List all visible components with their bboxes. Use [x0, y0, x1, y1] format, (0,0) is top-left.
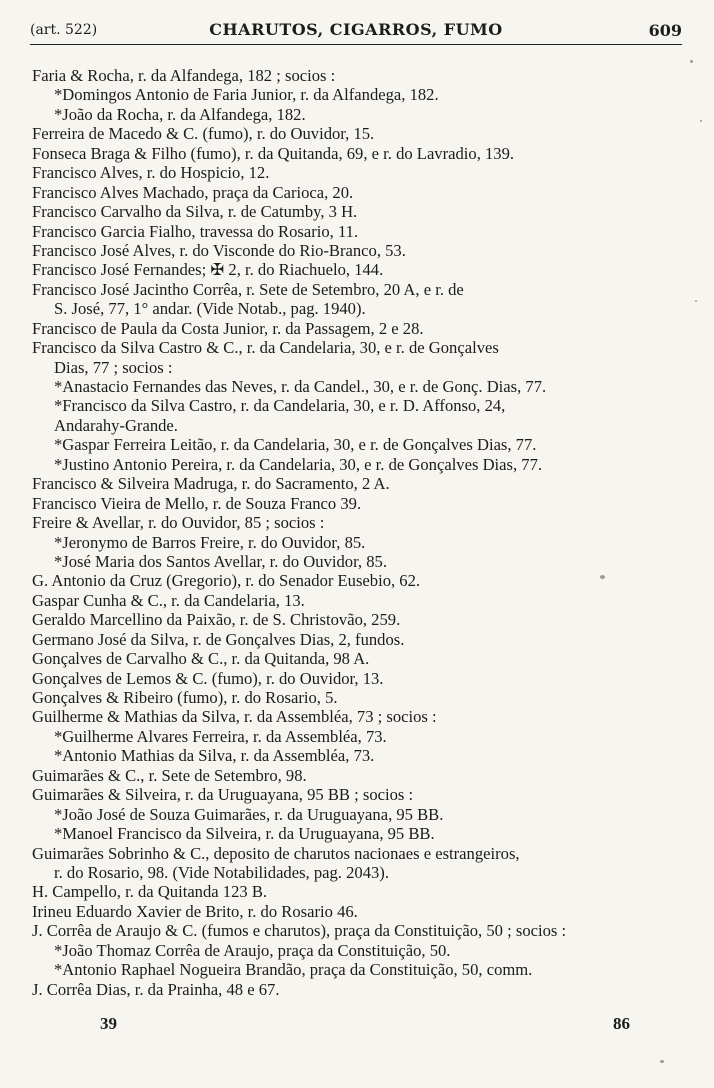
partner-entry: *Gaspar Ferreira Leitão, r. da Candelaria, 30, e r. de Gonçalves Dias, 77. [54, 435, 537, 455]
partner-entry: *José Maria dos Santos Avellar, r. do Ouvidor, 85. [54, 551, 387, 571]
directory-entry: Geraldo Marcellino da Paixão, r. de S. Christovão, 259. [32, 610, 401, 630]
ink-speck [690, 60, 693, 63]
directory-entry: Francisco José Jacintho Corrêa, r. Sete de Setembro, 20 A, e r. de [32, 279, 464, 299]
partner-entry: *João Thomaz Corrêa de Araujo, praça da Constituição, 50. [54, 940, 451, 960]
entry-list [32, 66, 678, 999]
partner-entry: *Antonio Raphael Nogueira Brandão, praça da Constituição, 50, comm. [54, 960, 533, 980]
section-title: CHARUTOS, CIGARROS, FUMO [209, 20, 503, 39]
directory-entry: Freire & Avellar, r. do Ouvidor, 85 ; socios : [32, 513, 325, 533]
partner-entry: *Justino Antonio Pereira, r. da Candelaria, 30, e r. de Gonçalves Dias, 77. [54, 454, 543, 474]
ink-speck [695, 300, 697, 302]
article-reference: (art. 522) [30, 22, 98, 38]
directory-entry: H. Campello, r. da Quitanda 123 B. [32, 882, 268, 902]
directory-entry: Guimarães & Silveira, r. da Uruguayana, 95 BB ; socios : [32, 785, 414, 805]
partner-entry: *Domingos Antonio de Faria Junior, r. da Alfandega, 182. [54, 85, 439, 105]
directory-entry: Francisco Alves Machado, praça da Carioca, 20. [32, 182, 354, 202]
directory-entry: G. Antonio da Cruz (Gregorio), r. do Senador Eusebio, 62. [32, 571, 421, 591]
page-number: 609 [648, 21, 682, 40]
directory-entry: J. Corrêa Dias, r. da Prainha, 48 e 67. [32, 979, 280, 999]
directory-entry: Francisco Garcia Fialho, travessa do Rosario, 11. [32, 221, 359, 241]
entry-continuation: Dias, 77 ; socios : [54, 357, 173, 377]
entry-continuation: r. do Rosario, 98. (Vide Notabilidades, pag. 2043). [54, 862, 389, 882]
ink-speck [660, 1060, 664, 1063]
entry-continuation: S. José, 77, 1° andar. (Vide Notab., pag. 1940). [54, 299, 366, 319]
directory-entry: Faria & Rocha, r. da Alfandega, 182 ; socios : [32, 66, 336, 85]
entry-continuation: Andarahy-Grande. [54, 415, 178, 435]
ink-speck [600, 575, 605, 579]
page-header [30, 22, 682, 45]
partner-entry: *Francisco da Silva Castro, r. da Candelaria, 30, e r. D. Affonso, 24, [54, 396, 506, 416]
directory-entry: Francisco Alves, r. do Hospicio, 12. [32, 163, 270, 183]
directory-entry: Francisco da Silva Castro & C., r. da Candelaria, 30, e r. de Gonçalves [32, 338, 499, 358]
partner-entry: *Jeronymo de Barros Freire, r. do Ouvidor, 85. [54, 532, 366, 552]
signature-mark-right: 86 [613, 1014, 630, 1033]
partner-entry: *João José de Souza Guimarães, r. da Uruguayana, 95 BB. [54, 804, 444, 824]
directory-entry: Germano José da Silva, r. de Gonçalves Dias, 2, fundos. [32, 629, 405, 649]
directory-entry: Francisco de Paula da Costa Junior, r. da Passagem, 2 e 28. [32, 318, 424, 338]
directory-entry: Ferreira de Macedo & C. (fumo), r. do Ouvidor, 15. [32, 124, 375, 144]
directory-entry: Francisco & Silveira Madruga, r. do Sacramento, 2 A. [32, 474, 390, 494]
directory-entry: Irineu Eduardo Xavier de Brito, r. do Rosario 46. [32, 901, 358, 921]
directory-entry: Guilherme & Mathias da Silva, r. da Assembléa, 73 ; socios : [32, 707, 437, 727]
partner-entry: *Manoel Francisco da Silveira, r. da Uruguayana, 95 BB. [54, 824, 435, 844]
directory-entry: Fonseca Braga & Filho (fumo), r. da Quitanda, 69, e r. do Lavradio, 139. [32, 143, 515, 163]
directory-entry: Gonçalves & Ribeiro (fumo), r. do Rosario, 5. [32, 688, 338, 707]
directory-entry: Gaspar Cunha & C., r. da Candelaria, 13. [32, 590, 305, 610]
directory-entry: Gonçalves de Carvalho & C., r. da Quitanda, 98 A. [32, 649, 370, 669]
ink-speck [700, 120, 702, 122]
directory-entry: Francisco Carvalho da Silva, r. de Catumby, 3 H. [32, 202, 358, 222]
directory-entry: J. Corrêa de Araujo & C. (fumos e charutos), praça da Constituição, 50 ; socios : [32, 921, 567, 941]
directory-entry: Francisco Vieira de Mello, r. de Souza Franco 39. [32, 493, 362, 513]
directory-entry: Gonçalves de Lemos & C. (fumo), r. do Ouvidor, 13. [32, 668, 384, 688]
signature-mark-left: 39 [100, 1014, 117, 1033]
directory-entry: Francisco José Alves, r. do Visconde do Rio-Branco, 53. [32, 240, 406, 260]
partner-entry: *Anastacio Fernandes das Neves, r. da Candel., 30, e r. de Gonç. Dias, 77. [54, 377, 547, 396]
partner-entry: *João da Rocha, r. da Alfandega, 182. [54, 104, 306, 124]
directory-entry: Guimarães & C., r. Sete de Setembro, 98. [32, 765, 307, 785]
directory-entry: Guimarães Sobrinho & C., deposito de charutos nacionaes e estrangeiros, [32, 843, 520, 863]
page-footer [100, 1014, 630, 1038]
partner-entry: *Guilherme Alvares Ferreira, r. da Assembléa, 73. [54, 726, 387, 746]
directory-entry: Francisco José Fernandes; ✠ 2, r. do Riachuelo, 144. [32, 260, 384, 280]
partner-entry: *Antonio Mathias da Silva, r. da Assembléa, 73. [54, 746, 375, 766]
